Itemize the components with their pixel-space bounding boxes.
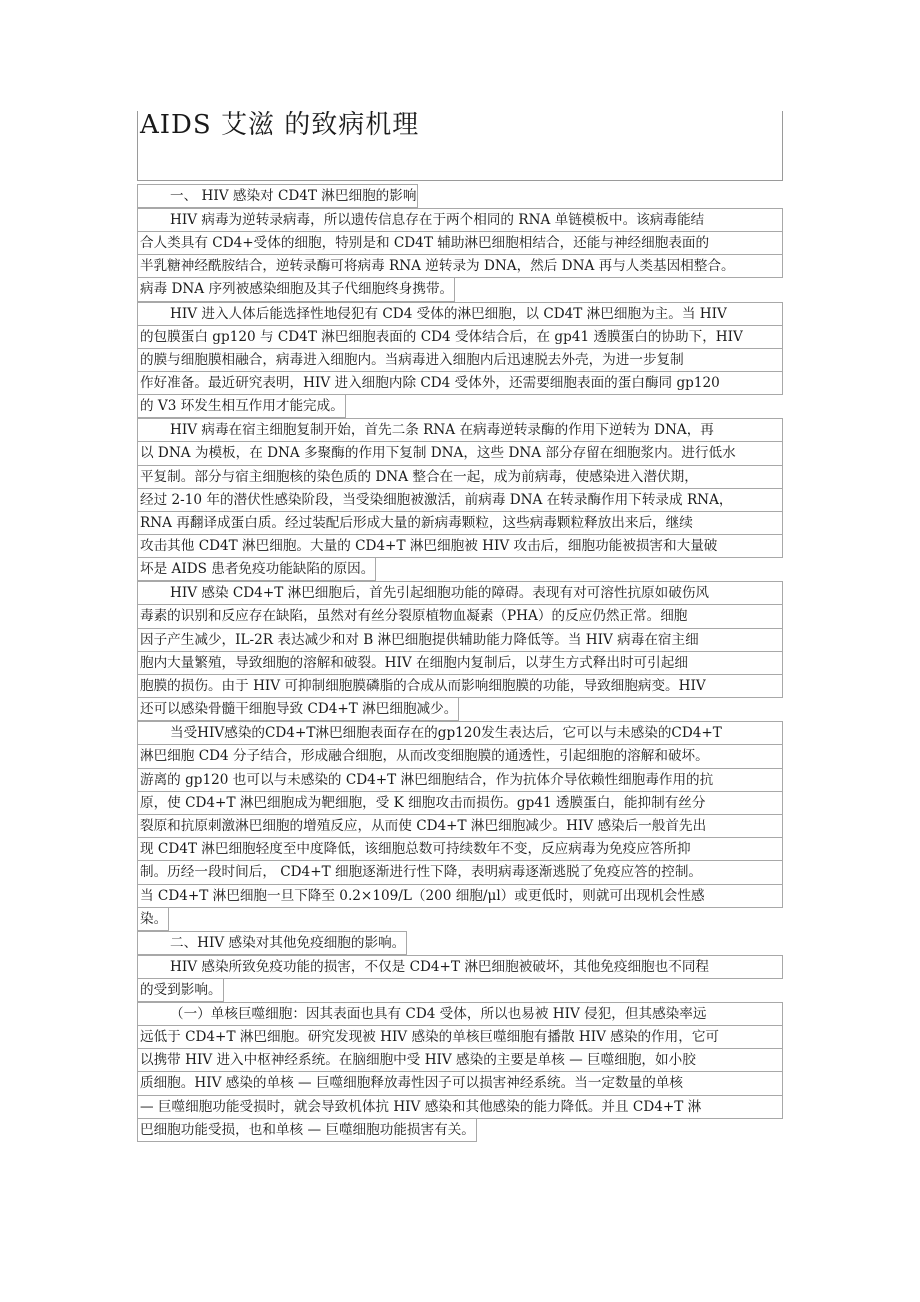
line-text: 毒素的识别和反应存在缺陷，虽然对有丝分裂原植物血凝素（PHA）的反应仍然正常。细胞 [140, 608, 688, 625]
document-body [137, 184, 785, 1142]
line-text: 的膜与细胞膜相融合，病毒进入细胞内。当病毒进入细胞内后迅速脱去外壳，为进一步复制 [140, 351, 684, 368]
text-line [137, 349, 783, 372]
text-line [137, 1096, 783, 1119]
line-text: 经过 2-10 年的潜伏性感染阶段，当受染细胞被激活，前病毒 DNA 在转录酶作用下转录成 RNA， [140, 491, 733, 508]
paragraph [137, 581, 785, 721]
paragraph [137, 418, 785, 581]
text-line [137, 815, 783, 838]
text-line [137, 302, 783, 326]
text-line [137, 326, 783, 349]
line-text: 还可以感染骨髓干细胞导致 CD4+T 淋巴细胞减少。 [140, 701, 458, 718]
line-text: 胞膜的损伤。由于 HIV 可抑制细胞膜磷脂的合成从而影响细胞膜的功能，导致细胞病变。HIV [140, 678, 706, 694]
text-line [137, 395, 346, 418]
line-text: HIV 病毒为逆转录病毒，所以遗传信息存在于两个相同的 RNA 单链模板中。该病毒能结 [170, 212, 705, 228]
text-line [137, 255, 783, 278]
text-line [137, 629, 783, 652]
paragraph [137, 931, 785, 955]
text-line [137, 512, 783, 535]
text-line [137, 372, 783, 395]
text-line [137, 605, 783, 628]
document-title: AIDS 艾滋 的致病机理 [140, 110, 420, 140]
line-text: 病毒 DNA 序列被感染细胞及其子代细胞终身携带。 [140, 281, 454, 298]
text-line [137, 208, 783, 232]
paragraph [137, 1002, 785, 1142]
line-text: 远低于 CD4+T 淋巴细胞。研究发现被 HIV 感染的单核巨噬细胞有播散 HIV 感染的作用，它可 [140, 1029, 720, 1046]
text-line [137, 489, 783, 512]
text-line [137, 931, 407, 955]
line-text: 坏是 AIDS 患者免疫功能缺陷的原因。 [140, 561, 375, 578]
line-text: 以携带 HIV 进入中枢神经系统。在脑细胞中受 HIV 感染的主要是单核 — 巨噬细胞，如小胶 [140, 1052, 696, 1069]
line-text: 的受到影响。 [140, 981, 222, 998]
paragraph [137, 184, 785, 208]
line-text: 现 CD4T 淋巴细胞轻度至中度降低，该细胞总数可持续数年不变，反应病毒为免疫应答所抑 [140, 841, 691, 858]
text-line [137, 232, 783, 255]
line-text: 巴细胞功能受损，也和单核 — 巨噬细胞功能损害有关。 [140, 1121, 475, 1138]
paragraph [137, 721, 785, 931]
text-line [137, 955, 783, 979]
line-text: 胞内大量繁殖，导致细胞的溶解和破裂。HIV 在细胞内复制后，以芽生方式释出时可引起细 [140, 654, 688, 671]
text-line [137, 885, 783, 908]
text-line [137, 418, 783, 442]
line-text: 合人类具有 CD4+受体的细胞，特别是和 CD4T 辅助淋巴细胞相结合，还能与神经细胞表面的 [140, 235, 710, 251]
line-text: 制。历经一段时间后， CD4+T 细胞逐渐进行性下降，表明病毒逐渐逃脱了免疫应答的控制。 [140, 864, 703, 881]
line-text: — 巨噬细胞功能受损时，就会导致机体抗 HIV 感染和其他感染的能力降低。并且 CD4+T 淋 [140, 1098, 702, 1115]
line-text: RNA 再翻译成蛋白质。经过装配后形成大量的新病毒颗粒，这些病毒颗粒释放出来后，继续 [140, 514, 693, 531]
line-text: 淋巴细胞 CD4 分子结合，形成融合细胞，从而改变细胞膜的通透性，引起细胞的溶解和破坏。 [140, 748, 709, 765]
line-text: （一）单核巨噬细胞：因其表面也具有 CD4 受体，所以也易被 HIV 侵犯，但其感染率远 [170, 1006, 707, 1023]
paragraph [137, 208, 785, 302]
text-line [137, 745, 783, 768]
text-line [137, 1049, 783, 1072]
text-line [137, 838, 783, 861]
text-line [137, 652, 783, 675]
line-text: HIV 进入人体后能选择性地侵犯有 CD4 受体的淋巴细胞，以 CD4T 淋巴细胞为主。当 HIV [170, 305, 727, 322]
line-text: 攻击其他 CD4T 淋巴细胞。大量的 CD4+T 淋巴细胞被 HIV 攻击后，细胞功能被损害和大量破 [140, 538, 718, 555]
text-line [137, 861, 783, 884]
line-text: 二、HIV 感染对其他免疫细胞的影响。 [170, 934, 406, 951]
text-line [137, 1026, 783, 1049]
text-line [137, 1072, 783, 1095]
text-line [137, 558, 376, 581]
line-text: 半乳糖神经酰胺结合，逆转录酶可将病毒 RNA 逆转录为 DNA，然后 DNA 再与人类基因相整合。 [140, 258, 735, 275]
line-text: 游离的 gp120 也可以与未感染的 CD4+T 淋巴细胞结合，作为抗体介导依赖性细胞毒作用的抗 [140, 771, 714, 788]
line-text: 质细胞。HIV 感染的单核 — 巨噬细胞释放毒性因子可以损害神经系统。当一定数量的单核 [140, 1075, 683, 1092]
text-line [137, 769, 783, 792]
text-line [137, 721, 783, 745]
line-text: 因子产生减少，IL-2R 表达减少和对 B 淋巴细胞提供辅助能力降低等。当 HIV 病毒在宿主细 [140, 631, 699, 648]
line-text: 平复制。部分与宿主细胞核的染色质的 DNA 整合在一起，成为前病毒，使感染进入潜伏期， [140, 468, 698, 485]
line-text: HIV 感染所致免疫功能的损害，不仅是 CD4+T 淋巴细胞被破坏，其他免疫细胞也不同程 [170, 958, 710, 975]
text-line [137, 535, 783, 558]
line-text: 当 CD4+T 淋巴细胞一旦下降至 0.2×109/L（200 细胞/μl）或更低时，则就可出现机会性感 [140, 887, 705, 904]
text-line [137, 278, 455, 301]
line-text: 以 DNA 为模板，在 DNA 多聚酶的作用下复制 DNA，这些 DNA 部分存留在细胞浆内。进行低水 [140, 445, 736, 462]
text-line [137, 698, 459, 721]
line-text: 的包膜蛋白 gp120 与 CD4T 淋巴细胞表面的 CD4 受体结合后，在 gp41 透膜蛋白的协助下，HIV [140, 328, 743, 345]
line-text: 裂原和抗原刺激淋巴细胞的增殖反应，从而使 CD4+T 淋巴细胞减少。HIV 感染后一般首先出 [140, 817, 707, 834]
text-line [137, 1119, 477, 1142]
line-text: 一、 HIV 感染对 CD4T 淋巴细胞的影响 [170, 188, 417, 204]
text-line [137, 979, 224, 1002]
text-line [137, 466, 783, 489]
line-text: 的 V3 环发生相互作用才能完成。 [140, 398, 344, 415]
text-line [137, 581, 783, 605]
paragraph [137, 955, 785, 1002]
text-line [137, 675, 783, 698]
line-text: 原，使 CD4+T 淋巴细胞成为靶细胞，受 K 细胞攻击而损伤。gp41 透膜蛋白，能抑制有丝分 [140, 794, 706, 811]
line-text: HIV 病毒在宿主细胞复制开始，首先二条 RNA 在病毒逆转录酶的作用下逆转为 DNA，再 [170, 422, 714, 439]
text-line [137, 792, 783, 815]
line-text: 作好准备。最近研究表明，HIV 进入细胞内除 CD4 受体外，还需要细胞表面的蛋白酶同 gp120 [140, 374, 720, 391]
line-text: 当受HIV感染的CD4+T淋巴细胞表面存在的gp120发生表达后，它可以与未感染的CD4+T [170, 725, 722, 742]
line-text: 染。 [140, 910, 168, 927]
text-line [137, 1002, 783, 1026]
paragraph [137, 302, 785, 419]
line-text: HIV 感染 CD4+T 淋巴细胞后，首先引起细胞功能的障碍。表现有对可溶性抗原如破伤风 [170, 585, 710, 602]
text-line [137, 442, 783, 465]
text-line [137, 184, 418, 208]
text-line [137, 908, 169, 931]
